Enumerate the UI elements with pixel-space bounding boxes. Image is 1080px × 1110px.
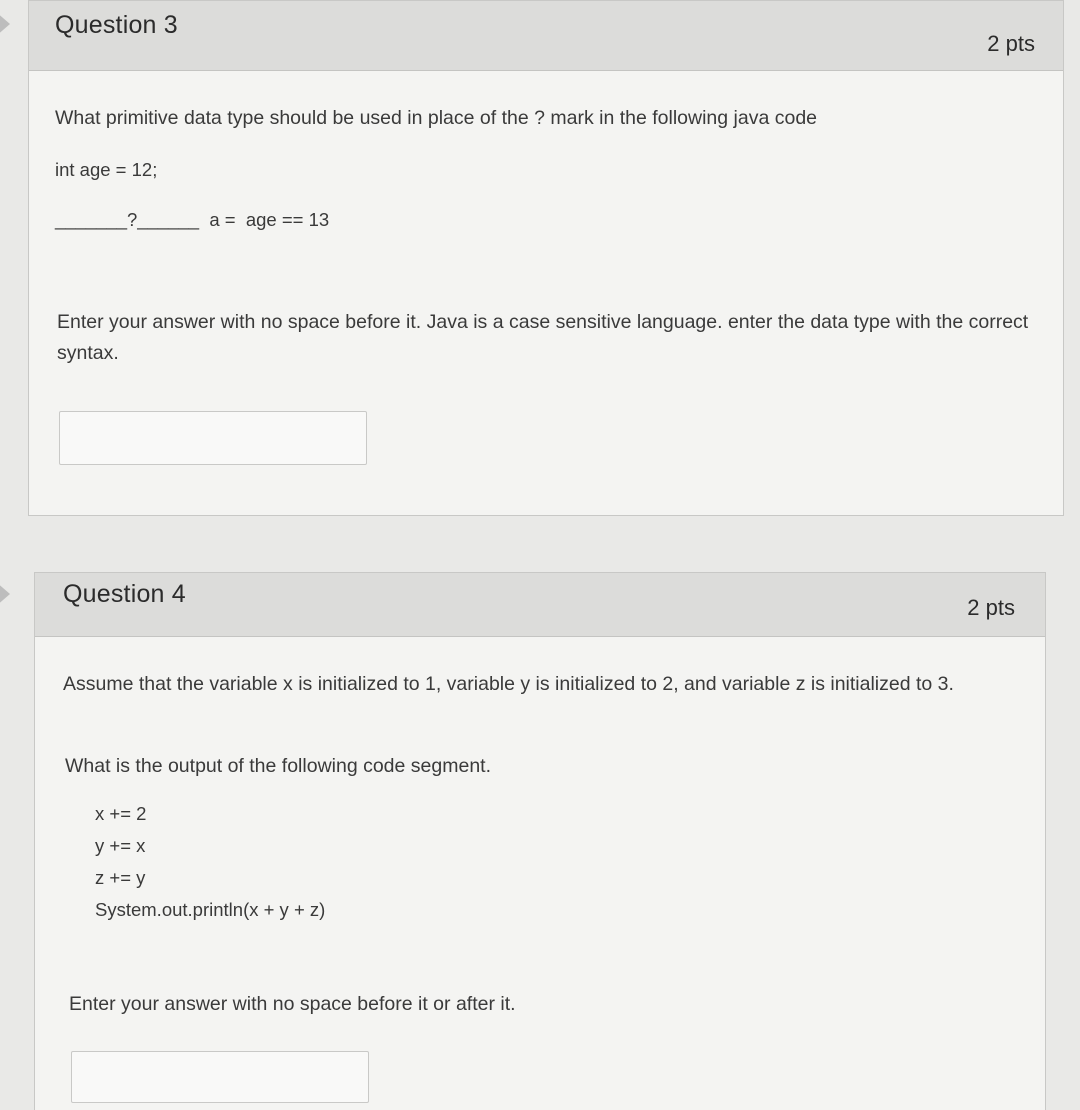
- question-4-card: [34, 572, 1046, 1110]
- question-4-subprompt: What is the output of the following code segment.: [65, 755, 492, 777]
- question-4-answer-input[interactable]: [71, 1051, 369, 1103]
- question-3-marker-icon: [0, 12, 10, 36]
- question-4-code-line-3: z += y: [95, 867, 146, 888]
- question-3-title: Question 3: [55, 11, 178, 39]
- question-4-code-line-2: y += x: [95, 835, 146, 856]
- question-3-header: [29, 1, 1063, 71]
- question-3-card: [28, 0, 1064, 516]
- question-3-instructions: Enter your answer with no space before it. Java is a case sensitive language. enter the data type with the correct syntax.: [57, 311, 1029, 364]
- question-3-code-line-2: _______?______ a = age == 13: [55, 209, 330, 230]
- question-3-prompt: What primitive data type should be used in place of the ? mark in the following java code: [55, 107, 818, 129]
- question-4-header: [35, 573, 1045, 637]
- question-4-title: Question 4: [63, 580, 186, 608]
- question-4-instructions: Enter your answer with no space before it or after it.: [69, 993, 516, 1015]
- question-3-code-line-1: int age = 12;: [55, 159, 158, 180]
- question-3-points: 2 pts: [987, 31, 1035, 56]
- question-4-code-line-4: System.out.println(x + y + z): [95, 899, 326, 920]
- question-3-answer-input[interactable]: [59, 411, 367, 465]
- question-4-code-line-1: x += 2: [95, 803, 147, 824]
- question-4-marker-icon: [0, 582, 10, 606]
- question-4-prompt: Assume that the variable x is initialized to 1, variable y is initialized to 2, and variable z is initialized to 3.: [63, 673, 954, 695]
- question-4-points: 2 pts: [967, 595, 1015, 620]
